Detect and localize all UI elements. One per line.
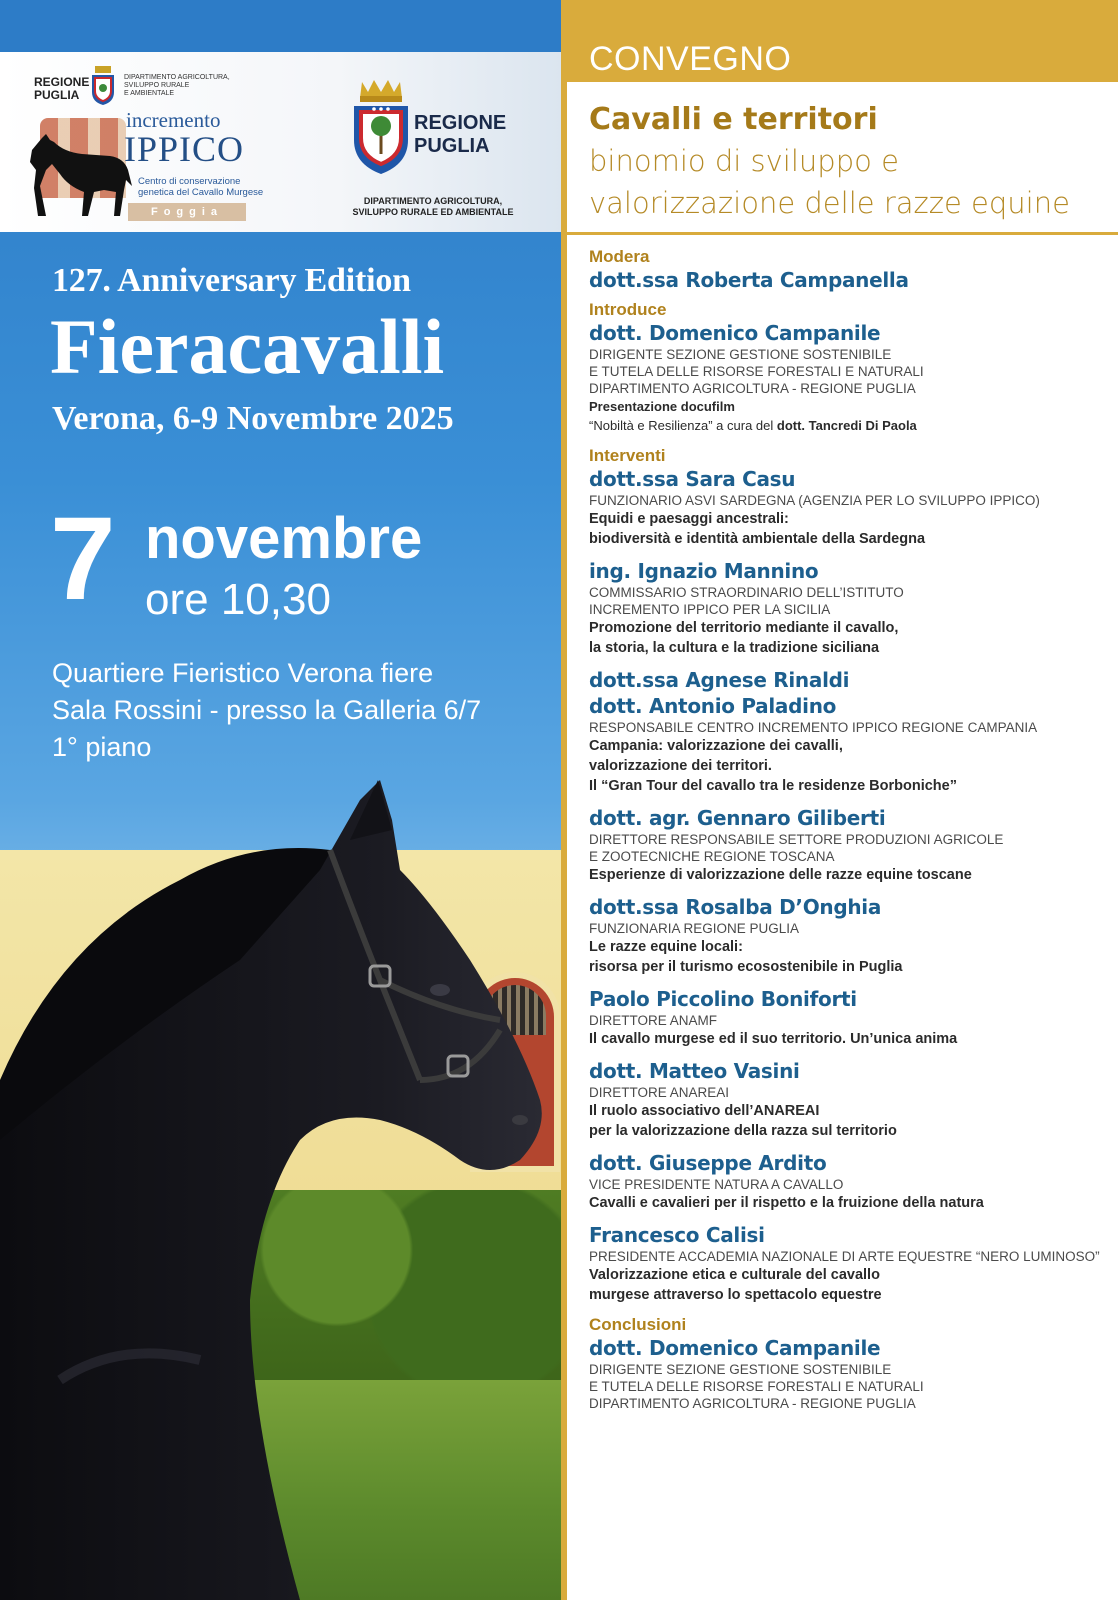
ippico-title-big: IPPICO (124, 129, 245, 169)
venue-line2: Sala Rossini - presso la Galleria 6/7 (52, 695, 482, 725)
docufilm-text: “Nobiltà e Resilienza” a cura del (589, 418, 774, 433)
speaker-topic-line: biodiversità e identità ambientale della Sardegna (589, 531, 926, 547)
speaker-topic-line: Campania: valorizzazione dei cavalli, (589, 738, 843, 754)
speaker-name: dott. Antonio Paladino (589, 694, 837, 718)
department-small (124, 74, 234, 98)
speaker-name: dott. Giuseppe Ardito (589, 1151, 827, 1175)
department-big (346, 196, 520, 218)
speaker-role-line: DIRETTORE ANAMF (589, 1013, 718, 1028)
speaker-role-line: FUNZIONARIO ASVI SARDEGNA (AGENZIA PER LO SVILUPPO IPPICO) (589, 493, 1040, 508)
speaker-block (589, 1058, 1109, 1141)
event-time: ore 10,30 (145, 575, 331, 624)
section-interventi: Interventi (589, 446, 666, 465)
dept-big-line2: SVILUPPO RURALE ED AMBIENTALE (352, 207, 514, 217)
introducer-role-line: DIPARTIMENTO AGRICOLTURA - REGIONE PUGLIA (589, 381, 916, 396)
ippico-sub-line1: Centro di conservazione (138, 176, 241, 187)
speaker-name: dott. Matteo Vasini (589, 1059, 800, 1083)
speaker-topic-line: Esperienze di valorizzazione delle razze equine toscane (589, 867, 972, 883)
speaker-block (589, 1150, 1109, 1213)
event-day: 7 (50, 493, 116, 625)
ippico-subtitle (138, 176, 263, 198)
venue-line1: Quartiere Fieristico Verona fiere (52, 658, 434, 688)
introducer-role-line: E TUTELA DELLE RISORSE FORESTALI E NATURALI (589, 364, 924, 379)
speaker-role-line: DIRETTORE RESPONSABILE SETTORE PRODUZIONI AGRICOLE (589, 832, 1004, 847)
speaker-name: Paolo Piccolino Boniforti (589, 987, 857, 1011)
speaker-topic-line: per la valorizzazione della razza sul territorio (589, 1123, 897, 1139)
speaker-topic-line: Il ruolo associativo dell’ANAREAI (589, 1103, 820, 1119)
right-panel (561, 0, 1118, 1600)
speaker-name: dott. agr. Gennaro Giliberti (589, 806, 886, 830)
gold-side-line (561, 0, 567, 1600)
region-small-line2: PUGLIA (34, 88, 80, 102)
speaker-block (589, 1222, 1109, 1305)
docufilm-label: Presentazione docufilm (589, 399, 735, 414)
speaker-topic-line: Cavalli e cavalieri per il rispetto e la fruizione della natura (589, 1195, 984, 1211)
convegno-subtitle-line1: binomio di sviluppo e (589, 144, 899, 178)
edition-label: 127. Anniversary Edition (52, 262, 411, 299)
speaker-topic-line: murgese attraverso lo spettacolo equestre (589, 1287, 882, 1303)
convegno-label: CONVEGNO (589, 40, 792, 78)
speaker-role-line: FUNZIONARIA REGIONE PUGLIA (589, 921, 800, 936)
speaker-role-line: COMMISSARIO STRAORDINARIO DELL’ISTITUTO (589, 585, 904, 600)
dept-small-line3: E AMBIENTALE (124, 90, 175, 97)
conclusion-role-line: DIPARTIMENTO AGRICOLTURA - REGIONE PUGLIA (589, 1396, 916, 1411)
top-bar (0, 0, 561, 52)
speaker-name: dott.ssa Rosalba D’Onghia (589, 895, 882, 919)
dept-small-line1: DIPARTIMENTO AGRICOLTURA, (124, 74, 230, 81)
dept-big-line1: DIPARTIMENTO AGRICOLTURA, (363, 196, 503, 206)
speaker-name: Francesco Calisi (589, 1223, 765, 1247)
region-logo-small (34, 76, 89, 102)
horse-photo (0, 780, 561, 1600)
event-month: novembre (145, 506, 423, 571)
speaker-block (589, 894, 1109, 977)
speaker-name: dott.ssa Agnese Rinaldi (589, 668, 850, 692)
speaker-role-line: INCREMENTO IPPICO PER LA SICILIA (589, 602, 831, 617)
speaker-topic-line: Le razze equine locali: (589, 939, 743, 955)
docufilm-line (589, 416, 1109, 435)
speaker-block (589, 667, 1109, 796)
program (589, 246, 1109, 1412)
speaker-role-line: VICE PRESIDENTE NATURA A CAVALLO (589, 1177, 844, 1192)
crest-small-icon (90, 66, 116, 106)
speaker-topic-line: Valorizzazione etica e culturale del cavallo (589, 1267, 880, 1283)
section-introduce: Introduce (589, 300, 667, 319)
speaker-topic-line: la storia, la cultura e la tradizione siciliana (589, 640, 880, 656)
moderator-name: dott.ssa Roberta Campanella (589, 268, 909, 292)
divider (567, 232, 1118, 235)
speaker-block (589, 986, 1109, 1049)
section-conclusioni: Conclusioni (589, 1315, 687, 1334)
venue-line3: 1° piano (52, 732, 152, 762)
conclusion-role-line: DIRIGENTE SEZIONE GESTIONE SOSTENIBILE (589, 1362, 892, 1377)
speaker-block (589, 466, 1109, 549)
region-big-line1: REGIONE (414, 112, 507, 134)
conclusion-speaker-name: dott. Domenico Campanile (589, 1336, 881, 1360)
conclusion-role-line: E TUTELA DELLE RISORSE FORESTALI E NATURALI (589, 1379, 924, 1394)
speaker-name: dott.ssa Sara Casu (589, 467, 796, 491)
event-name: Fieracavalli (50, 303, 445, 390)
speaker-topic-line: risorsa per il turismo ecosostenibile in Puglia (589, 959, 903, 975)
speaker-list (589, 466, 1109, 1305)
speaker-topic-line: Il cavallo murgese ed il suo territorio. Un’unica anima (589, 1031, 958, 1047)
introducer-name: dott. Domenico Campanile (589, 321, 881, 345)
ippico-city: Foggia (128, 203, 246, 221)
speaker-role-line: RESPONSABILE CENTRO INCREMENTO IPPICO REGIONE CAMPANIA (589, 720, 1038, 735)
speaker-topic-line: Promozione del territorio mediante il cavallo, (589, 620, 899, 636)
docufilm-author: dott. Tancredi Di Paola (776, 418, 917, 433)
speaker-role-line: DIRETTORE ANAREAI (589, 1085, 730, 1100)
speaker-topic-line: valorizzazione dei territori. (589, 758, 772, 774)
introducer-role-line: DIRIGENTE SEZIONE GESTIONE SOSTENIBILE (589, 347, 892, 362)
region-small-line1: REGIONE (34, 75, 90, 89)
dept-small-line2: SVILUPPO RURALE (124, 82, 190, 89)
ippico-sub-line2: genetica del Cavallo Murgese (138, 187, 264, 198)
speaker-name: ing. Ignazio Mannino (589, 559, 819, 583)
section-modera: Modera (589, 247, 650, 266)
speaker-block (589, 805, 1109, 885)
crest-big-icon (352, 78, 410, 178)
event-dates: Verona, 6-9 Novembre 2025 (52, 400, 454, 437)
speaker-topic-line: Il “Gran Tour del cavallo tra le residenze Borboniche” (589, 778, 957, 794)
convegno-subtitle-line2: valorizzazione delle razze equine (589, 186, 1070, 220)
region-big-line2: PUGLIA (414, 135, 490, 157)
speaker-block (589, 558, 1109, 658)
ippico-title-small: incremento (126, 108, 221, 132)
region-logo-big (414, 112, 506, 158)
speaker-role-line: E ZOOTECNICHE REGIONE TOSCANA (589, 849, 835, 864)
horse-logo-icon (24, 130, 134, 220)
speaker-topic-line: Equidi e paesaggi ancestrali: (589, 511, 789, 527)
convegno-title: Cavalli e territori (589, 102, 878, 137)
speaker-role-line: PRESIDENTE ACCADEMIA NAZIONALE DI ARTE EQUESTRE “NERO LUMINOSO” (589, 1249, 1100, 1264)
